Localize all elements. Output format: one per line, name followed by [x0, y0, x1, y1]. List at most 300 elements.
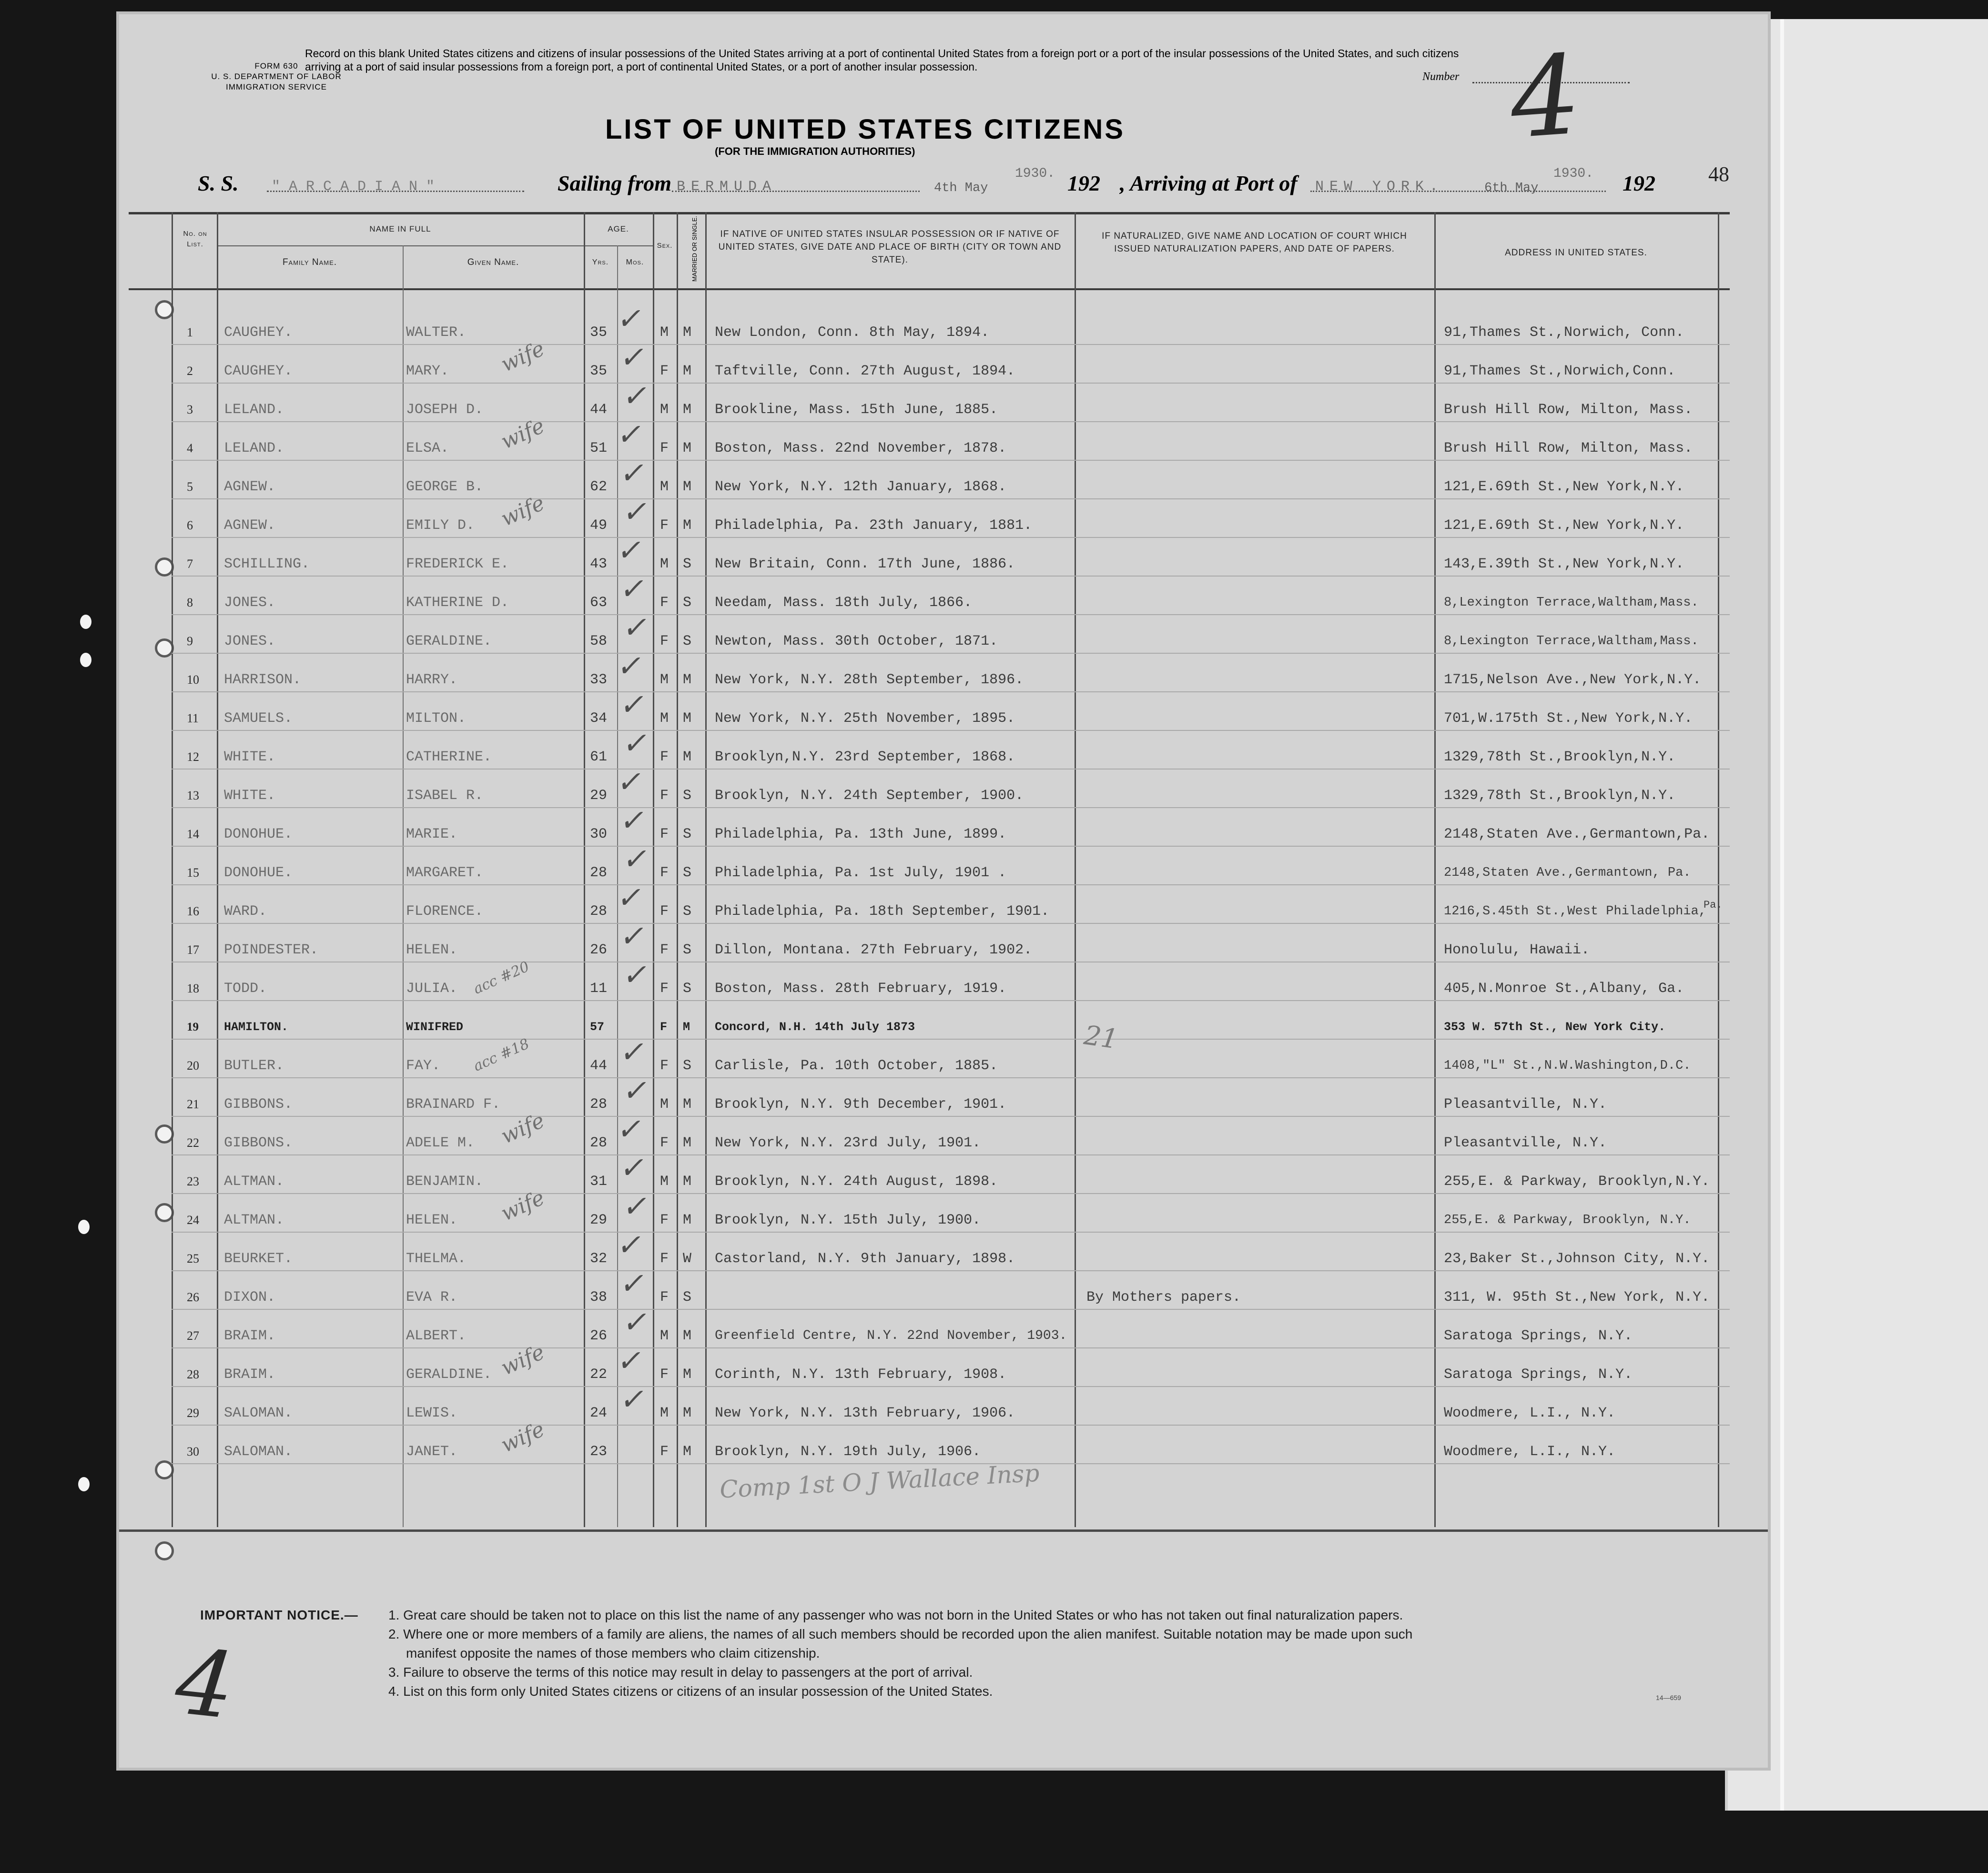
given-name: CATHERINE.	[406, 749, 492, 765]
marital-status: S	[683, 865, 692, 881]
faint-hole	[80, 653, 91, 667]
birth-place-date: Needam, Mass. 18th July, 1866.	[715, 595, 973, 611]
given-name: HELEN.	[406, 1212, 458, 1228]
row-number: 11	[187, 711, 199, 725]
col-rule	[1434, 212, 1436, 1527]
table-header-rule	[129, 288, 1730, 290]
sex: F	[660, 1020, 668, 1034]
address: 121,E.69th St.,New York,N.Y.	[1444, 479, 1684, 495]
row-number: 16	[187, 904, 199, 918]
row-number: 25	[187, 1252, 199, 1266]
address: 1408,"L" St.,N.W.Washington,D.C.	[1444, 1059, 1691, 1073]
given-name: MARGARET.	[406, 865, 484, 881]
check-mark-icon: ✓	[615, 1227, 647, 1262]
punch-hole	[155, 1203, 174, 1222]
row-number: 13	[187, 789, 199, 802]
check-mark-icon: ✓	[620, 494, 653, 529]
address-overflow-note: Pa.	[1704, 899, 1723, 911]
row-number: 28	[187, 1367, 199, 1381]
port-to-dotline	[1310, 191, 1606, 192]
notice-item-2: 2. Where one or more members of a family are aliens, the names of all such members should be recorded upon the alien manifest. Suitable notation may be made upon such	[388, 1627, 1413, 1641]
given-name: GEORGE B.	[406, 479, 484, 495]
birth-place-date: New York, N.Y. 12th January, 1868.	[715, 479, 1007, 495]
birth-place-date: New Britain, Conn. 17th June, 1886.	[715, 556, 1015, 572]
row-number: 7	[187, 557, 193, 571]
row-number: 19	[187, 1021, 199, 1033]
row-rule	[172, 537, 1730, 538]
birth-place-date: New York, N.Y. 23rd July, 1901.	[715, 1135, 981, 1151]
address: Brush Hill Row, Milton, Mass.	[1444, 402, 1693, 418]
birth-place-date: Brooklyn, N.Y. 24th August, 1898.	[715, 1174, 998, 1190]
family-name: CAUGHEY.	[224, 324, 293, 341]
row-number: 4	[187, 441, 193, 455]
birth-place-date: New York, N.Y. 25th November, 1895.	[715, 710, 1015, 727]
col-rule	[403, 245, 404, 1527]
col-naturalized: IF NATURALIZED, GIVE NAME AND LOCATION OF COURT WHICH ISSUED NATURALIZATION PAPERS, AND DATE OF PAPERS.	[1102, 231, 1407, 254]
row-number: 17	[187, 943, 199, 957]
check-mark-icon: ✓	[615, 301, 647, 336]
marital-status: M	[683, 749, 692, 765]
age-years: 57	[590, 1020, 605, 1034]
check-mark-icon: ✓	[620, 378, 653, 413]
given-name: JANET.	[406, 1444, 458, 1460]
sex: M	[660, 672, 669, 688]
row-rule	[172, 1347, 1730, 1348]
punch-hole	[155, 638, 174, 658]
check-mark-icon: ✓	[615, 880, 647, 915]
age-years: 63	[590, 595, 608, 611]
family-name: GIBBONS.	[224, 1135, 293, 1151]
check-mark-icon: ✓	[615, 764, 647, 799]
birth-place-date: Brooklyn, N.Y. 19th July, 1906.	[715, 1444, 981, 1460]
handwritten-note: acc #20	[471, 958, 532, 998]
row-number: 14	[187, 827, 199, 841]
sex: M	[660, 324, 669, 341]
age-years: 24	[590, 1405, 608, 1421]
age-years: 34	[590, 710, 608, 727]
row-rule	[172, 691, 1730, 692]
name-subheader-rule	[217, 245, 619, 246]
check-mark-icon: ✓	[620, 841, 653, 876]
address: 255,E. & Parkway, Brooklyn,N.Y.	[1444, 1174, 1710, 1190]
given-name: WINIFRED	[406, 1020, 464, 1034]
sex: F	[660, 363, 669, 379]
number-handwritten: 4	[1506, 31, 1585, 163]
marital-status: M	[683, 1135, 692, 1151]
row-rule	[172, 1386, 1730, 1387]
address: 2148,Staten Ave.,Germantown, Pa.	[1444, 866, 1691, 880]
age-years: 11	[590, 981, 608, 997]
given-name: MILTON.	[406, 710, 467, 727]
handwritten-note: wife	[497, 491, 548, 531]
row-rule	[172, 884, 1730, 885]
age-years: 44	[590, 1058, 608, 1074]
faint-hole	[80, 615, 91, 629]
address: 2148,Staten Ave.,Germantown,Pa.	[1444, 826, 1710, 842]
sail-year: 1930.	[1015, 166, 1055, 181]
sex: F	[660, 788, 669, 804]
family-name: HARRISON.	[224, 672, 302, 688]
col-rule	[705, 212, 707, 1527]
naturalization: By Mothers papers.	[1086, 1289, 1241, 1306]
row-number: 9	[187, 634, 193, 648]
address: 121,E.69th St.,New York,N.Y.	[1444, 517, 1684, 534]
given-name: ISABEL R.	[406, 788, 484, 804]
age-years: 61	[590, 749, 608, 765]
given-name: MARIE.	[406, 826, 458, 842]
check-mark-icon: ✓	[618, 571, 650, 606]
row-number: 20	[187, 1059, 199, 1073]
sex: F	[660, 1212, 669, 1228]
row-rule	[172, 846, 1730, 847]
marital-status: S	[683, 788, 692, 804]
marital-status: M	[683, 1174, 692, 1190]
sex: F	[660, 1367, 669, 1383]
family-name: BEURKET.	[224, 1251, 293, 1267]
marital-status: M	[683, 440, 692, 456]
col-name-in-full: NAME IN FULL	[369, 224, 431, 233]
sex: M	[660, 1328, 669, 1344]
family-name: SAMUELS.	[224, 710, 293, 727]
row-rule	[172, 923, 1730, 924]
check-mark-icon: ✓	[618, 340, 650, 375]
row-rule	[172, 614, 1730, 615]
port-from: BERMUDA	[677, 179, 777, 195]
col-rule	[1718, 212, 1719, 1527]
marital-status: M	[683, 1212, 692, 1228]
check-mark-icon: ✓	[618, 1266, 650, 1301]
age-years: 29	[590, 788, 608, 804]
row-rule	[172, 1309, 1730, 1310]
birth-place-date: New York, N.Y. 28th September, 1896.	[715, 672, 1024, 688]
given-name: MARY.	[406, 363, 449, 379]
arrive-date: 6th May	[1484, 181, 1539, 195]
sex: F	[660, 1058, 669, 1074]
check-mark-icon: ✓	[620, 1073, 653, 1108]
sex: F	[660, 633, 669, 649]
service: IMMIGRATION SERVICE	[225, 82, 327, 91]
age-years: 32	[590, 1251, 608, 1267]
notice-item-3: 3. Failure to observe the terms of this notice may result in delay to passengers at the port of arrival.	[388, 1665, 973, 1680]
age-years: 29	[590, 1212, 608, 1228]
age-years: 43	[590, 556, 608, 572]
birth-place-date: Castorland, N.Y. 9th January, 1898.	[715, 1251, 1015, 1267]
marital-status: S	[683, 981, 692, 997]
row-number: 10	[187, 673, 199, 687]
given-name: JOSEPH D.	[406, 402, 484, 418]
punch-hole	[155, 1124, 174, 1144]
given-name: LEWIS.	[406, 1405, 458, 1421]
sex: F	[660, 981, 669, 997]
age-years: 23	[590, 1444, 608, 1460]
sex: F	[660, 440, 669, 456]
handwritten-note: wife	[497, 1108, 548, 1149]
given-name: EVA R.	[406, 1289, 458, 1306]
marital-status: S	[683, 942, 692, 958]
row-rule	[172, 344, 1730, 345]
age-years: 33	[590, 672, 608, 688]
row-rule	[172, 498, 1730, 499]
address: 91,Thames St.,Norwich,Conn.	[1444, 363, 1676, 379]
sex: M	[660, 479, 669, 495]
sailing-label: Sailing from	[558, 171, 672, 195]
check-mark-icon: ✓	[618, 1150, 650, 1185]
family-name: GIBBONS.	[224, 1096, 293, 1113]
row-rule	[172, 1232, 1730, 1233]
marital-status: M	[683, 1444, 692, 1460]
row-number: 1	[187, 325, 193, 339]
row-number: 22	[187, 1136, 199, 1150]
marital-status: S	[683, 1289, 692, 1306]
address: Saratoga Springs, N.Y.	[1444, 1367, 1633, 1383]
marital-status: S	[683, 556, 692, 572]
birth-place-date: Philadelphia, Pa. 1st July, 1901 .	[715, 865, 1007, 881]
row-rule	[172, 1154, 1730, 1155]
given-name: HELEN.	[406, 942, 458, 958]
family-name: WHITE.	[224, 749, 276, 765]
family-name: BRAIM.	[224, 1367, 276, 1383]
ship-name: "ARCADIAN"	[272, 179, 444, 195]
age-years: 49	[590, 517, 608, 534]
family-name: AGNEW.	[224, 479, 276, 495]
check-mark-icon: ✓	[620, 610, 653, 645]
row-rule	[172, 1077, 1730, 1078]
family-name: HAMILTON.	[224, 1020, 289, 1034]
marital-status: M	[683, 1405, 692, 1421]
col-given-name: Given Name.	[467, 257, 519, 267]
row-number: 5	[187, 480, 193, 494]
col-address: ADDRESS IN UNITED STATES.	[1505, 248, 1647, 258]
sex: F	[660, 903, 669, 920]
sail-date: 4th May	[934, 181, 988, 195]
birth-place-date: Philadelphia, Pa. 13th June, 1899.	[715, 826, 1007, 842]
handwritten-note: wife	[497, 1185, 548, 1226]
row-number: 12	[187, 750, 199, 764]
manifest-page	[119, 14, 1768, 1768]
sheet-edge	[1780, 19, 1784, 1811]
check-mark-icon: ✓	[618, 456, 650, 490]
arriving-label: , Arriving at Port of	[1120, 171, 1298, 195]
marital-status: S	[683, 903, 692, 920]
family-name: WHITE.	[224, 788, 276, 804]
table-top-rule	[129, 212, 1730, 214]
address: Honolulu, Hawaii.	[1444, 942, 1590, 958]
page-subtitle: (FOR THE IMMIGRATION AUTHORITIES)	[715, 145, 915, 157]
birth-place-date: Dillon, Montana. 27th February, 1902.	[715, 942, 1033, 958]
family-name: AGNEW.	[224, 517, 276, 534]
birth-place-date: Boston, Mass. 22nd November, 1878.	[715, 440, 1007, 456]
birth-place-date: Brooklyn,N.Y. 23rd September, 1868.	[715, 749, 1015, 765]
age-years: 26	[590, 942, 608, 958]
given-name: GERALDINE.	[406, 1367, 492, 1383]
row-number: 29	[187, 1406, 199, 1420]
sex: M	[660, 1096, 669, 1113]
address: Woodmere, L.I., N.Y.	[1444, 1405, 1616, 1421]
given-name: EMILY D.	[406, 517, 475, 534]
check-mark-icon: ✓	[615, 1112, 647, 1146]
handwritten-note: wife	[497, 1417, 548, 1458]
row-rule	[172, 1000, 1730, 1001]
col-rule	[172, 212, 173, 1527]
birth-place-date: Philadelphia, Pa. 18th September, 1901.	[715, 903, 1050, 920]
marital-status: M	[683, 672, 692, 688]
family-name: SALOMAN.	[224, 1444, 293, 1460]
birth-place-date: Brooklyn, N.Y. 15th July, 1900.	[715, 1212, 981, 1228]
ss-label: S. S.	[198, 171, 239, 195]
check-mark-icon: ✓	[618, 687, 650, 722]
address: Saratoga Springs, N.Y.	[1444, 1328, 1633, 1344]
punch-hole	[155, 300, 174, 319]
address: 23,Baker St.,Johnson City, N.Y.	[1444, 1251, 1710, 1267]
family-name: LELAND.	[224, 402, 284, 418]
page-title: LIST OF UNITED STATES CITIZENS	[605, 114, 1125, 145]
given-name: FREDERICK E.	[406, 556, 509, 572]
given-name: BRAINARD F.	[406, 1096, 501, 1113]
check-mark-icon: ✓	[618, 1034, 650, 1069]
given-name: GERALDINE.	[406, 633, 492, 649]
age-years: 35	[590, 363, 608, 379]
punch-hole	[155, 1541, 174, 1560]
marital-status: S	[683, 595, 692, 611]
sex: F	[660, 865, 669, 881]
port-from-dotline	[672, 191, 920, 192]
marital-status: S	[683, 826, 692, 842]
marital-status: S	[683, 633, 692, 649]
col-rule	[584, 212, 585, 1527]
birth-place-date: Philadelphia, Pa. 23th January, 1881.	[715, 517, 1033, 534]
arrive-year-label: 192	[1623, 171, 1655, 195]
row-number: 8	[187, 596, 193, 609]
given-name: WALTER.	[406, 324, 467, 341]
age-years: 28	[590, 1135, 608, 1151]
check-mark-icon: ✓	[618, 1382, 650, 1417]
marital-status: M	[683, 710, 692, 727]
col-no-on-list: No. on List.	[183, 230, 207, 248]
address: 8,Lexington Terrace,Waltham,Mass.	[1444, 634, 1699, 648]
marital-status: M	[683, 517, 692, 534]
given-name: FLORENCE.	[406, 903, 484, 920]
row-number: 27	[187, 1329, 199, 1343]
marital-status: W	[683, 1251, 692, 1267]
address: 143,E.39th St.,New York,N.Y.	[1444, 556, 1684, 572]
row-rule	[172, 1193, 1730, 1194]
birth-place-date: New London, Conn. 8th May, 1894.	[715, 324, 990, 341]
sex: F	[660, 826, 669, 842]
given-name: ELSA.	[406, 440, 449, 456]
given-name: ALBERT.	[406, 1328, 467, 1344]
age-years: 28	[590, 865, 608, 881]
row-number: 23	[187, 1174, 199, 1188]
check-mark-icon: ✓	[618, 803, 650, 838]
handwritten-mark: 21	[1082, 1020, 1120, 1055]
given-name: BENJAMIN.	[406, 1174, 484, 1190]
row-rule	[172, 1039, 1730, 1040]
row-rule	[172, 653, 1730, 654]
address: 353 W. 57th St., New York City.	[1444, 1020, 1666, 1034]
sex: M	[660, 710, 669, 727]
marital-status: M	[683, 1020, 690, 1034]
row-rule	[172, 1116, 1730, 1117]
age-years: 51	[590, 440, 608, 456]
notice-lead: IMPORTANT NOTICE.—	[200, 1608, 358, 1622]
print-code: 14—659	[1656, 1694, 1681, 1701]
birth-place-date: Boston, Mass. 28th February, 1919.	[715, 981, 1007, 997]
age-years: 31	[590, 1174, 608, 1190]
row-number: 26	[187, 1290, 199, 1304]
family-name: ALTMAN.	[224, 1174, 284, 1190]
handwritten-note: wife	[497, 336, 548, 377]
given-name: KATHERINE D.	[406, 595, 509, 611]
col-rule	[1075, 212, 1076, 1527]
birth-place-date: Concord, N.H. 14th July 1873	[715, 1020, 915, 1034]
check-mark-icon: ✓	[620, 1189, 653, 1224]
marital-status: M	[683, 1096, 692, 1113]
given-name: HARRY.	[406, 672, 458, 688]
marital-status: M	[683, 363, 692, 379]
birth-place-date: Brooklyn, N.Y. 9th December, 1901.	[715, 1096, 1007, 1113]
sail-year-label: 192	[1067, 171, 1100, 195]
family-name: TODD.	[224, 981, 267, 997]
address: Pleasantville, N.Y.	[1444, 1096, 1607, 1113]
sex: F	[660, 1444, 669, 1460]
given-name: ADELE M.	[406, 1135, 475, 1151]
sex: M	[660, 1405, 669, 1421]
col-sex: Sex.	[657, 242, 673, 250]
sex: F	[660, 595, 669, 611]
birth-place-date: Greenfield Centre, N.Y. 22nd November, 1903.	[715, 1328, 1067, 1343]
marital-status: M	[683, 324, 692, 341]
check-mark-icon: ✓	[615, 533, 647, 567]
family-name: JONES.	[224, 595, 276, 611]
address: Pleasantville, N.Y.	[1444, 1135, 1607, 1151]
birth-place-date: Corinth, N.Y. 13th February, 1908.	[715, 1367, 1007, 1383]
preamble: Record on this blank United States citizens and citizens of insular possessions of the United States arriving at a port of continental United States from a foreign port or a port of the insular possessions of the United States, and such citizens arriving at a port of said insular possessions from a foreign port, a port of continental United States, or a port of another insular possession.	[305, 47, 1459, 73]
sex: F	[660, 1289, 669, 1306]
check-mark-icon: ✓	[618, 919, 650, 953]
row-rule	[172, 1270, 1730, 1271]
sex: F	[660, 1251, 669, 1267]
col-rule	[677, 212, 678, 1527]
age-years: 62	[590, 479, 608, 495]
row-rule	[172, 383, 1730, 384]
family-name: JONES.	[224, 633, 276, 649]
marital-status: M	[683, 1328, 692, 1344]
row-number: 18	[187, 982, 199, 995]
check-mark-icon: ✓	[615, 1343, 647, 1378]
row-rule	[172, 730, 1730, 731]
col-yrs: Yrs.	[592, 258, 609, 266]
address: 1715,Nelson Ave.,New York,N.Y.	[1444, 672, 1702, 688]
sex: M	[660, 1174, 669, 1190]
form-id: FORM 630	[254, 61, 298, 71]
family-name: WARD.	[224, 903, 267, 920]
family-name: BUTLER.	[224, 1058, 284, 1074]
address: 8,Lexington Terrace,Waltham,Mass.	[1444, 596, 1699, 610]
given-name: FAY.	[406, 1058, 441, 1074]
department: U. S. DEPARTMENT OF LABOR	[211, 72, 342, 81]
age-years: 44	[590, 402, 608, 418]
family-name: CAUGHEY.	[224, 363, 293, 379]
marital-status: M	[683, 402, 692, 418]
given-name: THELMA.	[406, 1251, 467, 1267]
check-mark-icon: ✓	[620, 957, 653, 992]
sex: F	[660, 749, 669, 765]
family-name: DONOHUE.	[224, 865, 293, 881]
row-number: 15	[187, 866, 199, 880]
sex: M	[660, 402, 669, 418]
check-mark-icon: ✓	[620, 726, 653, 760]
address: 255,E. & Parkway, Brooklyn, N.Y.	[1444, 1213, 1691, 1227]
